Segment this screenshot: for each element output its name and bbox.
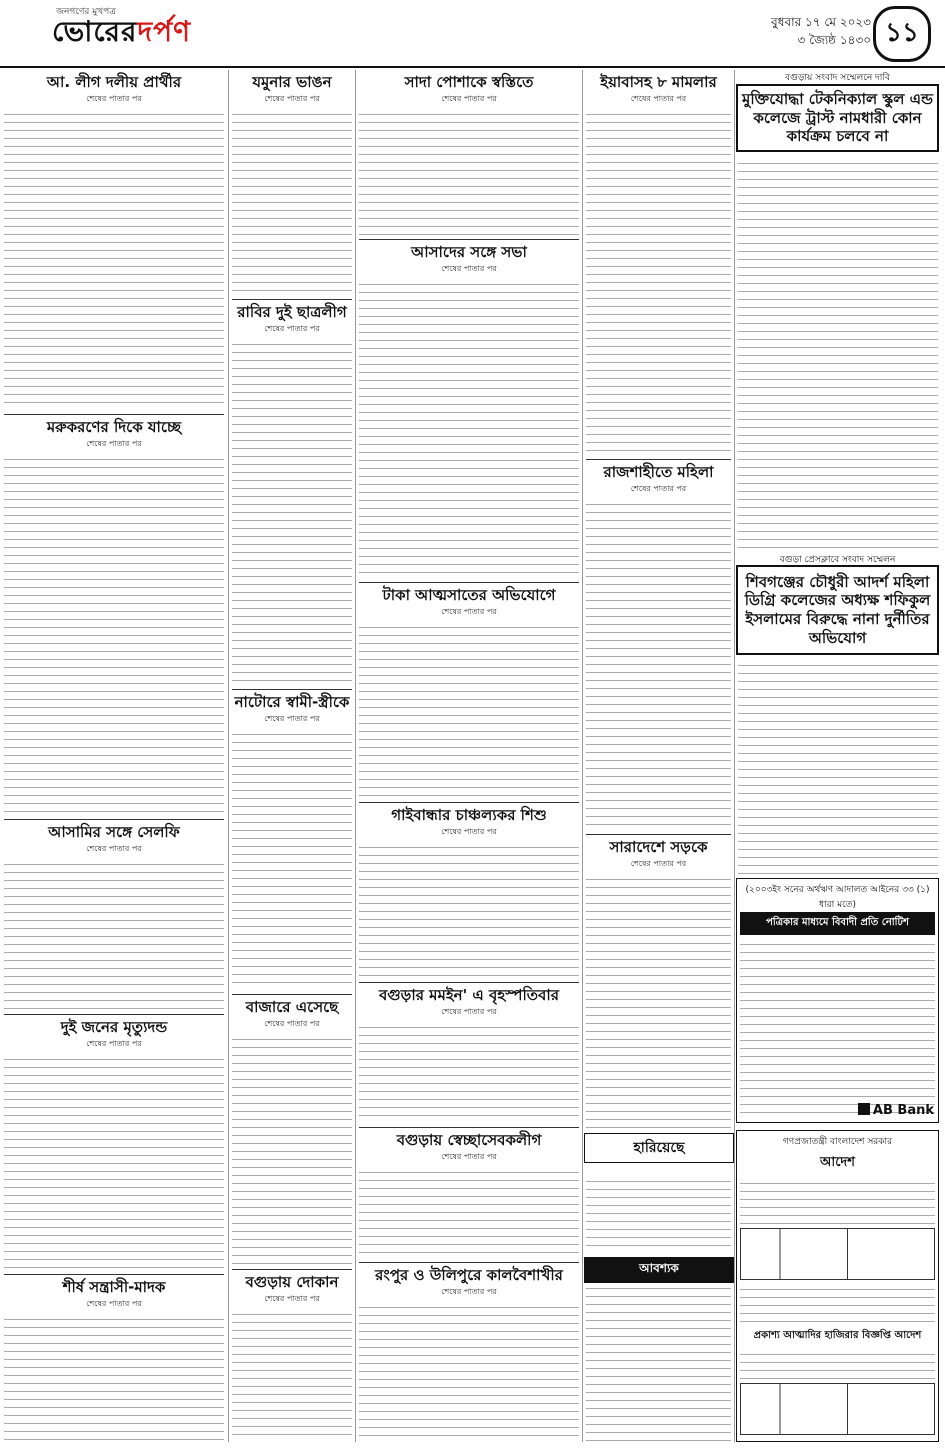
order-body-3 (740, 1349, 935, 1379)
article-b4[interactable] (232, 995, 352, 1265)
article-b5[interactable] (232, 1270, 352, 1442)
lost-notice-title: হারিয়েছে (584, 1133, 734, 1163)
article-c3[interactable] (359, 583, 579, 798)
article-headline: ইয়াবাসহ ৮ মামলার (600, 73, 717, 91)
column-b (232, 70, 352, 1442)
article-c2[interactable] (359, 240, 579, 578)
masthead (0, 0, 945, 68)
order-body-2 (740, 1284, 935, 1324)
article-body (4, 1054, 224, 1270)
lost-notice[interactable] (584, 1133, 734, 1173)
order-title: আদেশ (820, 1155, 855, 1170)
logo-part2: দর্পণ (137, 15, 192, 48)
article-headline: বগুড়ায় স্বেচ্ছাসেবকলীগ (396, 1131, 542, 1149)
article-body (232, 1309, 352, 1442)
article-headline: রাবির দুই ছাত্রলীগ (237, 303, 347, 321)
column-divider (582, 70, 583, 1442)
newspaper-logo[interactable] (52, 10, 191, 57)
article-body (586, 499, 731, 830)
column-divider (734, 70, 735, 1442)
article-a2[interactable] (4, 415, 224, 815)
shib-headline[interactable]: শিবগঞ্জের চৌধুরী আদর্শ মহিলা ডিগ্রি কলেজের অধ্যক্ষ শফিকুল ইসলামের বিরুদ্ধে নানা দুর্নীতির অভিযোগ (736, 565, 939, 655)
order-body (740, 1178, 935, 1224)
article-body (232, 339, 352, 685)
article-a1[interactable] (4, 70, 224, 410)
article-headline: রংপুর ও উলিপুরে কালবৈশাখীর (375, 1266, 563, 1284)
article-continuation: শেষের পাতার পর (441, 827, 497, 837)
article-continuation: শেষের পাতার পর (441, 1007, 497, 1017)
ab-bank-icon (858, 1103, 870, 1115)
article-headline: বগুড়ায় দোকান (245, 1273, 339, 1291)
order-govt-line: গণপ্রজাতন্ত্রী বাংলাদেশ সরকার (782, 1137, 893, 1147)
column-a (4, 70, 224, 1442)
article-b3[interactable] (232, 690, 352, 990)
article-body (4, 454, 224, 815)
article-d3[interactable] (586, 835, 731, 1128)
page-number: ১১ (873, 6, 931, 62)
article-c5[interactable] (359, 983, 579, 1123)
article-c1[interactable] (359, 70, 579, 235)
article-body (232, 729, 352, 990)
article-headline: আসামির সঙ্গে সেলফি (48, 823, 180, 841)
article-body (586, 874, 731, 1128)
wanted-notice-title: আবশ্যক (584, 1257, 734, 1283)
order-table (740, 1228, 935, 1280)
notice-title: পত্রিকার মাধ্যমে বিবাদী প্রতি নোটিশ (740, 912, 935, 935)
article-a3[interactable] (4, 820, 224, 1010)
wanted-notice[interactable] (584, 1257, 734, 1279)
lost-notice-body (586, 1176, 731, 1252)
article-d2[interactable] (586, 460, 731, 830)
article-continuation: শেষের পাতার পর (264, 94, 320, 104)
shib-article-body (738, 660, 938, 874)
article-a5[interactable] (4, 1275, 224, 1442)
article-body (232, 109, 352, 295)
article-continuation: শেষের পাতার পর (630, 94, 687, 104)
article-continuation: শেষের পাতার পর (441, 1287, 497, 1297)
article-body (359, 842, 579, 978)
notice-body (740, 939, 935, 1117)
article-body (4, 1314, 224, 1442)
article-body (359, 622, 579, 798)
ab-bank-logo: AB Bank (858, 1103, 934, 1118)
article-body (359, 109, 579, 235)
column-c (359, 70, 579, 1442)
article-headline: আ. লীগ দলীয় প্রার্থীর (46, 73, 182, 91)
article-continuation: শেষের পাতার পর (86, 1299, 142, 1309)
article-headline: দুই জনের মৃত্যুদন্ড (60, 1018, 168, 1036)
shib-kicker: বগুড়া প্রেসক্লাবে সংবাদ সম্মেলন (779, 555, 896, 565)
article-headline: শীর্ষ সন্ত্রাসী-মাদক (62, 1278, 166, 1296)
article-b1[interactable] (232, 70, 352, 295)
article-body (359, 1302, 579, 1442)
article-continuation: শেষের পাতার পর (86, 1039, 142, 1049)
article-a4[interactable] (4, 1015, 224, 1270)
bank-legal-notice[interactable] (736, 878, 939, 1123)
article-headline: সাদা পোশাকে স্বস্তিতে (404, 73, 534, 91)
article-c6[interactable] (359, 1128, 579, 1258)
article-continuation: শেষের পাতার পর (441, 607, 497, 617)
article-continuation: শেষের পাতার পর (86, 94, 142, 104)
article-headline: বাজারে এসেছে (245, 998, 339, 1016)
order-table-2 (740, 1383, 935, 1435)
article-body (4, 109, 224, 410)
article-headline: রাজশাহীতে মহিলা (603, 463, 714, 481)
article-headline: নাটোরে স্বামী-স্ত্রীকে (234, 693, 350, 711)
article-continuation: শেষের পাতার পর (264, 1294, 320, 1304)
article-b2[interactable] (232, 300, 352, 685)
article-body (359, 1167, 579, 1258)
article-headline: আসাদের সঙ্গে সভা (411, 243, 527, 261)
article-c7[interactable] (359, 1263, 579, 1442)
article-body (232, 1034, 352, 1265)
article-continuation: শেষের পাতার পর (441, 1152, 497, 1162)
order-subtitle: প্রকাশ্য আত্মাদির হাজিরার বিজ্ঞপ্তি আদেশ (753, 1330, 922, 1341)
article-body (586, 109, 731, 455)
article-headline: যমুনার ভাঙন (252, 73, 332, 91)
article-continuation: শেষের পাতার পর (630, 484, 687, 494)
column-d (586, 70, 731, 1128)
article-headline: বগুড়ার মমইন' এ বৃহস্পতিবার (379, 986, 559, 1004)
article-body (4, 859, 224, 1010)
article-headline: মরুকরণের দিকে যাচ্ছে (46, 418, 182, 436)
article-body (359, 1022, 579, 1123)
article-continuation: শেষের পাতার পর (86, 439, 142, 449)
article-continuation: শেষের পাতার পর (264, 714, 320, 724)
column-divider (228, 70, 229, 1442)
notice-law-ref: (২০০৩ইং সনের অর্থঋণ আদালত আইনের ৩৩ (১) ধারা মতে) (745, 885, 930, 910)
logo-tagline: জনগণের মুখপত্র (56, 7, 116, 17)
article-continuation: শেষের পাতার পর (264, 1019, 320, 1029)
logo-part1: ভোরের (52, 15, 138, 48)
mukti-headline[interactable]: মুক্তিযোদ্ধা টেকনিক্যাল স্কুল এন্ড কলেজে ট্রাস্ট নামধারী কোন কার্যক্রম চলবে না (736, 84, 939, 152)
mukti-kicker: বগুড়ায় সংবাদ সম্মেলনে দাবি (785, 73, 890, 83)
article-continuation: শেষের পাতার পর (441, 94, 497, 104)
date-english: বুধবার ১৭ মে ২০২৩ (771, 15, 871, 29)
article-continuation: শেষের পাতার পর (264, 324, 320, 334)
article-c4[interactable] (359, 803, 579, 978)
article-body (359, 279, 579, 578)
article-continuation: শেষের পাতার পর (630, 859, 687, 869)
article-continuation: শেষের পাতার পর (441, 264, 497, 274)
article-headline: টাকা আত্মসাতের অভিযোগে (382, 586, 556, 604)
article-continuation: শেষের পাতার পর (86, 844, 142, 854)
article-headline: গাইবান্ধার চাঞ্চল্যকর শিশু (391, 806, 547, 824)
column-divider (355, 70, 356, 1442)
date-bengali: ৩ জ্যৈষ্ঠ ১৪৩০ (797, 33, 871, 47)
mukti-article-body (738, 158, 938, 548)
wanted-notice-body (586, 1283, 731, 1441)
article-headline: সারাদেশে সড়কে (609, 838, 708, 856)
article-d1[interactable] (586, 70, 731, 455)
government-order[interactable] (736, 1130, 939, 1442)
